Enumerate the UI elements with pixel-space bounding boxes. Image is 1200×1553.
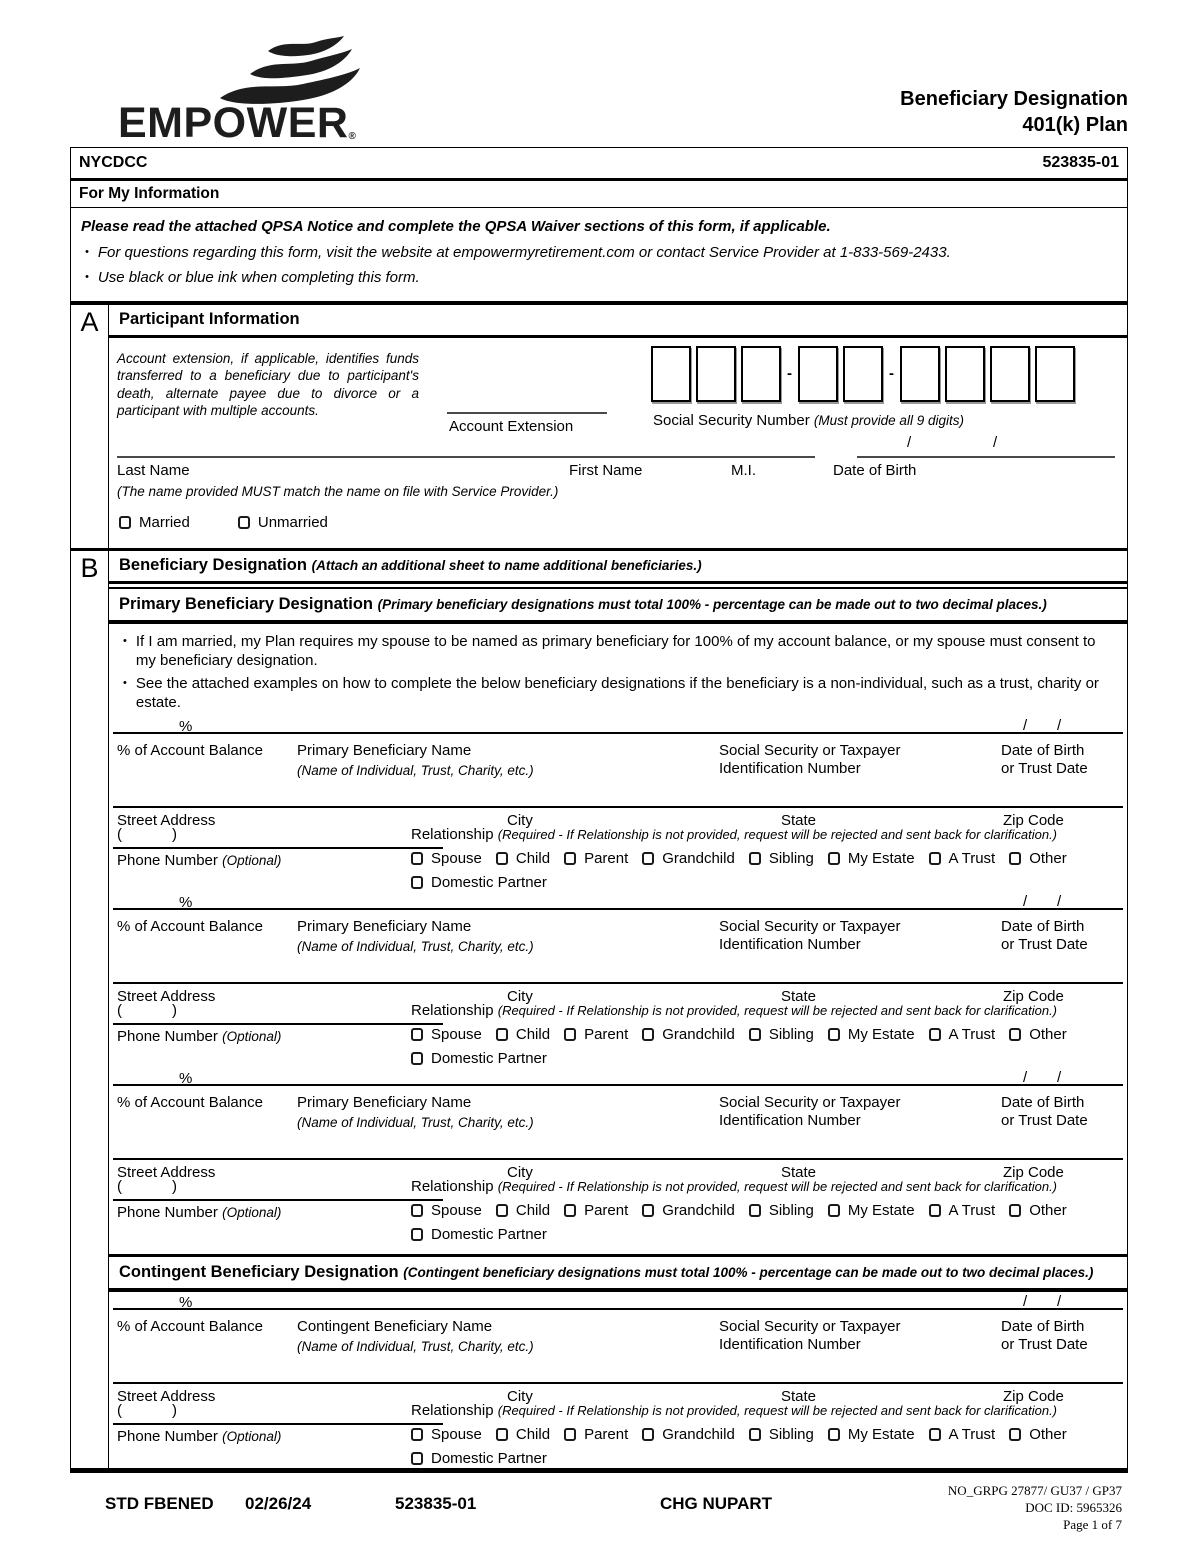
checkbox-parent[interactable] <box>564 1204 576 1217</box>
beneficiary-name-label-text: Contingent Beneficiary Name <box>297 1317 493 1335</box>
notice-bullet: • For questions regarding this form, visit the website at empowermyretirement.com or contact Service Provider at 1-833-569-2433. <box>85 244 951 261</box>
checkbox-a-trust[interactable] <box>929 852 941 865</box>
pct-of-account-label: % of Account Balance <box>117 1317 263 1335</box>
beneficiary-name-label <box>297 1318 534 1357</box>
relationship-label: Relationship (Required - If Relationship is not provided, request will be rejected and sent back for clarification.) <box>411 1177 1058 1195</box>
phone-number-label: Phone Number (Optional) <box>117 1203 282 1221</box>
zip-code-label: Zip Code <box>1003 811 1064 829</box>
phone-number-field[interactable] <box>113 1199 443 1201</box>
footer-date: 02/26/24 <box>245 1494 312 1513</box>
percent-sign: % <box>179 717 193 735</box>
section-b-bullet: • If I am married, my Plan requires my spouse to be named as primary beneficiary for 100% of my account balance, or my spouse must consent to my beneficiary designation. <box>123 632 1096 670</box>
checkbox-child[interactable] <box>496 852 508 865</box>
percent-sign: % <box>179 1069 193 1087</box>
relationship-options: Spouse Child Parent Grandchild Sibling My Estate A Trust Other <box>411 850 1067 867</box>
bullet-icon: • <box>123 634 127 647</box>
phone-area-code-parens[interactable]: ( ) <box>117 1401 177 1419</box>
checkbox-other[interactable] <box>1009 1204 1021 1217</box>
date-slash: / <box>1057 1068 1062 1086</box>
account-extension-note: Account extension, if applicable, identifies funds transferred to a beneficiary due to participant's death, alternate payee due to divorce or a participant with multiple accounts. <box>117 350 419 419</box>
ssn-or-tin-label: Social Security or Taxpayer Identification Number <box>719 1093 901 1130</box>
marital-status-options: Married Unmarried <box>119 514 328 531</box>
ssn-dash: - <box>889 365 894 383</box>
participant-dob-field[interactable] <box>857 456 1115 458</box>
address-entry-line[interactable] <box>113 1158 1123 1160</box>
section-b-bullets <box>109 624 1127 713</box>
checkbox-my-estate[interactable] <box>828 1204 840 1217</box>
city-label: City <box>507 1163 533 1181</box>
checkbox-grandchild[interactable] <box>642 1028 654 1041</box>
pct-of-account-label: % of Account Balance <box>117 1093 263 1111</box>
footer-doc-id: DOC ID: 5965326 <box>1025 1500 1122 1516</box>
section-b <box>71 551 1127 1472</box>
phone-area-code-parens[interactable]: ( ) <box>117 825 177 843</box>
section-b-letter: B <box>71 551 109 1468</box>
ssn-or-tin-label: Social Security or Taxpayer Identification Number <box>719 917 901 954</box>
relationship-label: Relationship (Required - If Relationship is not provided, request will be rejected and sent back for clarification.) <box>411 1401 1058 1419</box>
dob-or-trust-label: Date of Birth or Trust Date <box>1001 1093 1088 1130</box>
dob-slash: / <box>993 433 998 451</box>
participant-info-body <box>109 338 1127 548</box>
relationship-domestic-partner: Domestic Partner <box>411 1050 547 1067</box>
street-address-label: Street Address <box>117 1387 216 1405</box>
phone-area-code-parens[interactable]: ( ) <box>117 1177 177 1195</box>
beneficiary-name-label <box>297 918 534 957</box>
pct-of-account-label: % of Account Balance <box>117 917 263 935</box>
checkbox-sibling[interactable] <box>749 1204 761 1217</box>
checkbox-child[interactable] <box>496 1028 508 1041</box>
document-title <box>900 86 1128 138</box>
name-match-note: (The name provided MUST match the name on file with Service Provider.) <box>117 483 559 499</box>
beneficiary-name-sublabel: (Name of Individual, Trust, Charity, etc.) <box>297 1339 534 1355</box>
brand-wordmark: $EMPOWER_®$ <box>118 99 357 147</box>
zip-code-label: Zip Code <box>1003 1163 1064 1181</box>
beneficiary-name-label <box>297 742 534 781</box>
beneficiary-name-label-text: Primary Beneficiary Name <box>297 741 472 759</box>
checkbox-other[interactable] <box>1009 1028 1021 1041</box>
ssn-digit-box[interactable] <box>651 346 691 402</box>
zip-code-label: Zip Code <box>1003 987 1064 1005</box>
beneficiary-entry-line[interactable] <box>113 732 1123 734</box>
dob-slash: / <box>907 433 912 451</box>
address-entry-line[interactable] <box>113 806 1123 808</box>
address-entry-line[interactable] <box>113 1382 1123 1384</box>
notice-bullet: • Use black or blue ink when completing this form. <box>85 268 420 286</box>
footer-grpg: NO_GRPG 27877/ GU37 / GP37 <box>947 1483 1122 1498</box>
phone-number-field[interactable] <box>113 847 443 849</box>
dob-or-trust-label: Date of Birth or Trust Date <box>1001 741 1088 778</box>
checkbox-parent[interactable] <box>564 1428 576 1441</box>
ssn-boxes <box>651 346 1075 402</box>
checkbox-other[interactable] <box>1009 1428 1021 1441</box>
address-entry-line[interactable] <box>113 982 1123 984</box>
state-label: State <box>781 811 817 829</box>
checkbox-spouse[interactable] <box>411 1204 423 1217</box>
bullet-icon: • <box>85 270 89 283</box>
beneficiary-entry-line[interactable] <box>113 1084 1123 1086</box>
plan-name: NYCDCC <box>79 154 148 171</box>
footer-form-code: STD FBENED <box>105 1494 214 1513</box>
contingent-beneficiary-band: Contingent Beneficiary Designation (Contingent beneficiary designations must total 100% - percentage can be made out to two decimal places.) <box>109 1254 1127 1292</box>
date-slash: / <box>1057 716 1062 734</box>
footer-chg: CHG NUPART <box>660 1494 773 1513</box>
beneficiary-block <box>109 892 1127 1068</box>
section-a <box>71 305 1127 551</box>
document-title-line2: 401(k) Plan <box>1022 114 1128 136</box>
checkbox-my-estate[interactable] <box>828 1428 840 1441</box>
beneficiary-name-sublabel: (Name of Individual, Trust, Charity, etc.) <box>297 1115 534 1131</box>
checkbox-a-trust[interactable] <box>929 1428 941 1441</box>
beneficiary-name-label-text: Primary Beneficiary Name <box>297 1093 472 1111</box>
ssn-digit-box[interactable] <box>900 346 940 402</box>
city-label: City <box>507 811 533 829</box>
ssn-digit-box[interactable] <box>798 346 838 402</box>
date-slash: / <box>1057 1292 1062 1310</box>
bullet-icon: • <box>85 246 89 258</box>
state-label: State <box>781 987 817 1005</box>
ssn-digit-box[interactable] <box>696 346 736 402</box>
phone-area-code-parens[interactable]: ( ) <box>117 1001 177 1019</box>
footer-plan-number: 523835-01 <box>395 1494 477 1513</box>
beneficiary-block <box>109 1292 1127 1468</box>
checkbox-spouse[interactable] <box>411 1428 423 1441</box>
phone-number-field[interactable] <box>113 1023 443 1025</box>
for-my-information-bar: For My Information <box>71 181 1127 208</box>
checkbox-sibling[interactable] <box>749 1028 761 1041</box>
street-address-label: Street Address <box>117 987 216 1005</box>
beneficiary-block <box>109 716 1127 892</box>
beneficiary-entry-line[interactable] <box>113 908 1123 910</box>
beneficiary-entry-line[interactable] <box>113 1308 1123 1310</box>
relationship-domestic-partner: Domestic Partner <box>411 1226 547 1243</box>
ssn-or-tin-label: Social Security or Taxpayer Identification Number <box>719 741 901 778</box>
form-frame <box>70 147 1128 1473</box>
dob-or-trust-label: Date of Birth or Trust Date <box>1001 917 1088 954</box>
pct-of-account-label: % of Account Balance <box>117 741 263 759</box>
checkbox-parent[interactable] <box>564 852 576 865</box>
document-title-line1: Beneficiary Designation <box>900 88 1128 110</box>
ssn-label: Social Security Number (Must provide all 9 digits) <box>653 411 964 429</box>
checkbox-child[interactable] <box>496 1428 508 1441</box>
qpsa-notice-headline: Please read the attached QPSA Notice and complete the QPSA Waiver sections of this form, if applicable. <box>81 218 831 235</box>
ssn-digit-box[interactable] <box>1035 346 1075 402</box>
relationship-domestic-partner: Domestic Partner <box>411 874 547 891</box>
dob-or-trust-label: Date of Birth or Trust Date <box>1001 1317 1088 1354</box>
ssn-digit-box[interactable] <box>741 346 781 402</box>
relationship-label: Relationship (Required - If Relationship is not provided, request will be rejected and sent back for clarification.) <box>411 1001 1058 1019</box>
checkbox-a-trust[interactable] <box>929 1204 941 1217</box>
phone-number-label: Phone Number (Optional) <box>117 851 282 869</box>
footer-right <box>948 1482 1122 1533</box>
relationship-label: Relationship (Required - If Relationship is not provided, request will be rejected and sent back for clarification.) <box>411 825 1058 843</box>
account-extension-label: Account Extension <box>449 417 574 435</box>
section-a-title: Participant Information <box>109 305 1127 338</box>
street-address-label: Street Address <box>117 811 216 829</box>
checkbox-spouse[interactable] <box>411 852 423 865</box>
checkbox-grandchild[interactable] <box>642 852 654 865</box>
checkbox-grandchild[interactable] <box>642 1204 654 1217</box>
phone-number-label: Phone Number (Optional) <box>117 1427 282 1445</box>
beneficiary-name-sublabel: (Name of Individual, Trust, Charity, etc.) <box>297 763 534 779</box>
qpsa-notice-box <box>71 208 1127 305</box>
date-slash: / <box>1023 1292 1028 1310</box>
date-slash: / <box>1023 716 1028 734</box>
date-slash: / <box>1023 892 1028 910</box>
street-address-label: Street Address <box>117 1163 216 1181</box>
checkbox-domestic-partner[interactable] <box>411 1052 423 1065</box>
section-b-bullet: • See the attached examples on how to complete the below beneficiary designations if the beneficiary is a non-individual, such as a trust, charity or estate. <box>123 674 1099 712</box>
relationship-options: Spouse Child Parent Grandchild Sibling My Estate A Trust Other <box>411 1426 1067 1443</box>
section-b-title: Beneficiary Designation (Attach an additional sheet to name additional beneficiaries.) <box>109 551 1127 584</box>
ssn-dash: - <box>787 365 792 383</box>
checkbox-sibling[interactable] <box>749 1428 761 1441</box>
ssn-digit-box[interactable] <box>990 346 1030 402</box>
relationship-options: Spouse Child Parent Grandchild Sibling My Estate A Trust Other <box>411 1202 1067 1219</box>
ssn-or-tin-label: Social Security or Taxpayer Identification Number <box>719 1317 901 1354</box>
plan-bar <box>71 148 1127 181</box>
empower-logo <box>118 36 370 145</box>
checkbox-sibling[interactable] <box>749 852 761 865</box>
first-name-label: First Name <box>569 461 643 479</box>
registered-mark: ® <box>348 131 357 142</box>
ssn-digit-box[interactable] <box>945 346 985 402</box>
checkbox-grandchild[interactable] <box>642 1428 654 1441</box>
checkbox-my-estate[interactable] <box>828 852 840 865</box>
relationship-options: Spouse Child Parent Grandchild Sibling My Estate A Trust Other <box>411 1026 1067 1043</box>
checkbox-domestic-partner[interactable] <box>411 876 423 889</box>
primary-beneficiary-band: Primary Beneficiary Designation (Primary beneficiary designations must total 100% - percentage can be made out to two decimal places.) <box>109 587 1127 624</box>
checkbox-spouse[interactable] <box>411 1028 423 1041</box>
checkbox-married[interactable] <box>119 516 131 529</box>
plan-number: 523835-01 <box>1042 154 1119 171</box>
checkbox-domestic-partner[interactable] <box>411 1228 423 1241</box>
state-label: State <box>781 1163 817 1181</box>
checkbox-child[interactable] <box>496 1204 508 1217</box>
checkbox-parent[interactable] <box>564 1028 576 1041</box>
date-slash: / <box>1057 892 1062 910</box>
beneficiary-name-label <box>297 1094 534 1133</box>
state-label: State <box>781 1387 817 1405</box>
percent-sign: % <box>179 893 193 911</box>
beneficiary-name-sublabel: (Name of Individual, Trust, Charity, etc.) <box>297 939 534 955</box>
phone-number-label: Phone Number (Optional) <box>117 1027 282 1045</box>
city-label: City <box>507 987 533 1005</box>
checkbox-a-trust[interactable] <box>929 1028 941 1041</box>
participant-name-field[interactable] <box>117 456 815 458</box>
percent-sign: % <box>179 1293 193 1311</box>
empower-waves-icon <box>210 36 368 106</box>
relationship-domestic-partner: Domestic Partner <box>411 1450 547 1467</box>
footer-page-number: Page 1 of 7 <box>1063 1517 1122 1533</box>
account-extension-field[interactable] <box>447 412 607 414</box>
city-label: City <box>507 1387 533 1405</box>
checkbox-unmarried[interactable] <box>238 516 250 529</box>
zip-code-label: Zip Code <box>1003 1387 1064 1405</box>
bullet-icon: • <box>123 676 127 689</box>
checkbox-domestic-partner[interactable] <box>411 1452 423 1465</box>
last-name-label: Last Name <box>117 461 190 479</box>
section-a-letter: A <box>71 305 109 548</box>
dob-label: Date of Birth <box>833 461 917 479</box>
beneficiary-name-label-text: Primary Beneficiary Name <box>297 917 472 935</box>
checkbox-my-estate[interactable] <box>828 1028 840 1041</box>
phone-number-field[interactable] <box>113 1423 443 1425</box>
beneficiary-block <box>109 1068 1127 1244</box>
ssn-digit-box[interactable] <box>843 346 883 402</box>
mi-label: M.I. <box>731 461 756 479</box>
checkbox-other[interactable] <box>1009 852 1021 865</box>
date-slash: / <box>1023 1068 1028 1086</box>
